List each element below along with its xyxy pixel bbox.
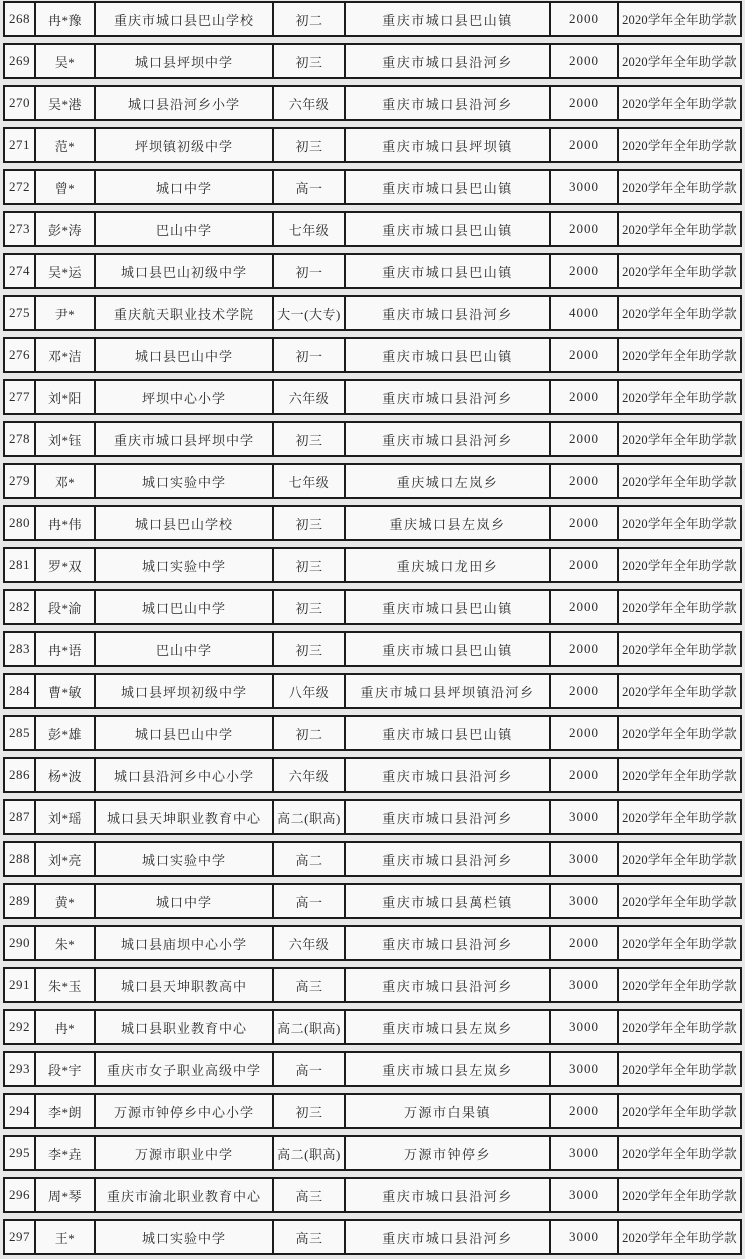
cell-location: 重庆市城口县沿河乡 [345,757,550,793]
cell-grade: 初二 [273,1,345,37]
cell-amount: 4000 [550,295,618,331]
table-row [3,1051,742,1087]
cell-row-number: 268 [3,1,35,37]
cell-aid-note: 2020学年全年助学款 [618,295,742,331]
cell-school: 城口县巴山初级中学 [95,253,273,289]
cell-aid-note: 2020学年全年助学款 [618,85,742,121]
cell-student-name: 朱* [35,925,95,961]
cell-aid-note: 2020学年全年助学款 [618,337,742,373]
cell-school: 重庆市渝北职业教育中心 [95,1177,273,1213]
cell-location: 万源市钟停乡 [345,1135,550,1171]
cell-grade: 高二(职高) [273,1135,345,1171]
cell-grade: 六年级 [273,757,345,793]
cell-amount: 3000 [550,841,618,877]
cell-student-name: 刘*瑶 [35,799,95,835]
cell-amount: 2000 [550,1093,618,1129]
table-row [3,757,742,793]
table-row [3,43,742,79]
cell-grade: 八年级 [273,673,345,709]
table-row [3,463,742,499]
cell-grade: 七年级 [273,463,345,499]
cell-grade: 初三 [273,631,345,667]
cell-amount: 2000 [550,547,618,583]
table-row [3,1135,742,1171]
cell-amount: 2000 [550,715,618,751]
cell-school: 城口县职业教育中心 [95,1009,273,1045]
table-row [3,337,742,373]
cell-student-name: 刘*钰 [35,421,95,457]
cell-row-number: 273 [3,211,35,247]
cell-school: 城口实验中学 [95,547,273,583]
table-row [3,1177,742,1213]
cell-aid-note: 2020学年全年助学款 [618,1135,742,1171]
cell-student-name: 王* [35,1219,95,1255]
cell-location: 重庆市城口县萬栏镇 [345,883,550,919]
cell-student-name: 李*垚 [35,1135,95,1171]
cell-amount: 3000 [550,967,618,1003]
cell-school: 坪坝中心小学 [95,379,273,415]
cell-school: 城口中学 [95,169,273,205]
cell-student-name: 吴* [35,43,95,79]
cell-student-name: 冉*伟 [35,505,95,541]
cell-location: 重庆市城口县沿河乡 [345,421,550,457]
table-row [3,1,742,37]
cell-amount: 3000 [550,1135,618,1171]
cell-amount: 3000 [550,1219,618,1255]
cell-location: 重庆市城口县左岚乡 [345,1051,550,1087]
cell-location: 重庆城口龙田乡 [345,547,550,583]
cell-amount: 2000 [550,127,618,163]
cell-school: 重庆市城口县坪坝中学 [95,421,273,457]
cell-school: 城口县坪坝初级中学 [95,673,273,709]
cell-grade: 初一 [273,337,345,373]
cell-amount: 2000 [550,421,618,457]
cell-grade: 初三 [273,547,345,583]
cell-aid-note: 2020学年全年助学款 [618,967,742,1003]
cell-amount: 3000 [550,883,618,919]
cell-row-number: 295 [3,1135,35,1171]
cell-student-name: 吴*港 [35,85,95,121]
cell-grade: 初二 [273,715,345,751]
cell-row-number: 283 [3,631,35,667]
table-row [3,841,742,877]
cell-school: 万源市职业中学 [95,1135,273,1171]
cell-location: 重庆市城口县巴山镇 [345,169,550,205]
cell-location: 重庆市城口县巴山镇 [345,253,550,289]
cell-aid-note: 2020学年全年助学款 [618,757,742,793]
cell-grade: 高一 [273,883,345,919]
cell-grade: 初三 [273,589,345,625]
cell-school: 城口中学 [95,883,273,919]
cell-student-name: 刘*亮 [35,841,95,877]
cell-location: 重庆市城口县巴山镇 [345,631,550,667]
cell-student-name: 李*朗 [35,1093,95,1129]
table-row [3,421,742,457]
cell-amount: 2000 [550,85,618,121]
table-row [3,211,742,247]
cell-student-name: 黄* [35,883,95,919]
cell-row-number: 289 [3,883,35,919]
cell-grade: 初三 [273,43,345,79]
cell-location: 重庆市城口县沿河乡 [345,1177,550,1213]
cell-school: 城口实验中学 [95,1219,273,1255]
cell-school: 城口县天坤职教高中 [95,967,273,1003]
cell-location: 重庆市城口县沿河乡 [345,925,550,961]
table-row [3,547,742,583]
cell-grade: 七年级 [273,211,345,247]
cell-school: 重庆航天职业技术学院 [95,295,273,331]
cell-location: 重庆城口县左岚乡 [345,505,550,541]
cell-location: 万源市白果镇 [345,1093,550,1129]
cell-student-name: 吴*运 [35,253,95,289]
cell-row-number: 294 [3,1093,35,1129]
cell-row-number: 288 [3,841,35,877]
cell-row-number: 284 [3,673,35,709]
cell-student-name: 刘*阳 [35,379,95,415]
table-row [3,925,742,961]
cell-amount: 3000 [550,1051,618,1087]
cell-aid-note: 2020学年全年助学款 [618,673,742,709]
cell-aid-note: 2020学年全年助学款 [618,1009,742,1045]
cell-row-number: 287 [3,799,35,835]
cell-school: 城口县巴山学校 [95,505,273,541]
table-row [3,379,742,415]
table-row [3,589,742,625]
cell-amount: 2000 [550,925,618,961]
cell-row-number: 277 [3,379,35,415]
cell-amount: 3000 [550,1177,618,1213]
cell-aid-note: 2020学年全年助学款 [618,127,742,163]
cell-row-number: 290 [3,925,35,961]
cell-grade: 高二(职高) [273,1009,345,1045]
cell-aid-note: 2020学年全年助学款 [618,43,742,79]
cell-school: 城口县沿河乡中心小学 [95,757,273,793]
cell-location: 重庆市城口县沿河乡 [345,43,550,79]
cell-row-number: 275 [3,295,35,331]
cell-location: 重庆市城口县沿河乡 [345,1219,550,1255]
cell-school: 坪坝镇初级中学 [95,127,273,163]
cell-row-number: 291 [3,967,35,1003]
cell-row-number: 276 [3,337,35,373]
cell-grade: 高一 [273,1051,345,1087]
cell-amount: 2000 [550,379,618,415]
cell-amount: 2000 [550,757,618,793]
cell-student-name: 冉*语 [35,631,95,667]
cell-aid-note: 2020学年全年助学款 [618,505,742,541]
cell-amount: 2000 [550,589,618,625]
cell-aid-note: 2020学年全年助学款 [618,421,742,457]
cell-location: 重庆市城口县巴山镇 [345,589,550,625]
cell-aid-note: 2020学年全年助学款 [618,589,742,625]
cell-aid-note: 2020学年全年助学款 [618,715,742,751]
cell-location: 重庆市城口县巴山镇 [345,211,550,247]
cell-grade: 高三 [273,1177,345,1213]
cell-amount: 2000 [550,253,618,289]
cell-grade: 高一 [273,169,345,205]
table-row [3,715,742,751]
cell-row-number: 272 [3,169,35,205]
cell-amount: 2000 [550,1,618,37]
cell-student-name: 罗*双 [35,547,95,583]
cell-aid-note: 2020学年全年助学款 [618,547,742,583]
cell-location: 重庆市城口县沿河乡 [345,85,550,121]
cell-row-number: 274 [3,253,35,289]
cell-aid-note: 2020学年全年助学款 [618,379,742,415]
cell-location: 重庆市城口县沿河乡 [345,295,550,331]
cell-school: 城口巴山中学 [95,589,273,625]
cell-grade: 初一 [273,253,345,289]
cell-aid-note: 2020学年全年助学款 [618,253,742,289]
cell-location: 重庆市城口县沿河乡 [345,967,550,1003]
cell-aid-note: 2020学年全年助学款 [618,169,742,205]
cell-location: 重庆市城口县左岚乡 [345,1009,550,1045]
cell-aid-note: 2020学年全年助学款 [618,463,742,499]
table-row [3,505,742,541]
table-row [3,631,742,667]
cell-student-name: 周*琴 [35,1177,95,1213]
cell-student-name: 范* [35,127,95,163]
cell-grade: 初三 [273,127,345,163]
cell-aid-note: 2020学年全年助学款 [618,841,742,877]
table-row [3,1093,742,1129]
cell-grade: 高三 [273,967,345,1003]
cell-aid-note: 2020学年全年助学款 [618,799,742,835]
cell-aid-note: 2020学年全年助学款 [618,1093,742,1129]
cell-amount: 3000 [550,1009,618,1045]
cell-school: 巴山中学 [95,211,273,247]
cell-location: 重庆市城口县沿河乡 [345,379,550,415]
cell-grade: 六年级 [273,925,345,961]
cell-row-number: 282 [3,589,35,625]
cell-student-name: 邓*洁 [35,337,95,373]
cell-location: 重庆市城口县沿河乡 [345,841,550,877]
cell-grade: 初三 [273,421,345,457]
cell-location: 重庆市城口县坪坝镇沿河乡 [345,673,550,709]
cell-location: 重庆市城口县沿河乡 [345,799,550,835]
cell-student-name: 曹*敏 [35,673,95,709]
cell-amount: 2000 [550,673,618,709]
table-row [3,169,742,205]
cell-grade: 初三 [273,505,345,541]
cell-location: 重庆市城口县巴山镇 [345,715,550,751]
cell-location: 重庆市城口县巴山镇 [345,1,550,37]
cell-school: 重庆市女子职业高级中学 [95,1051,273,1087]
cell-student-name: 段*渝 [35,589,95,625]
table-row [3,1009,742,1045]
cell-school: 城口县庙坝中心小学 [95,925,273,961]
cell-location: 重庆市城口县巴山镇 [345,337,550,373]
cell-row-number: 293 [3,1051,35,1087]
cell-row-number: 269 [3,43,35,79]
cell-grade: 高二 [273,841,345,877]
cell-student-name: 冉*豫 [35,1,95,37]
table-row [3,1219,742,1255]
cell-row-number: 281 [3,547,35,583]
cell-aid-note: 2020学年全年助学款 [618,1,742,37]
cell-school: 巴山中学 [95,631,273,667]
cell-grade: 高三 [273,1219,345,1255]
cell-school: 重庆市城口县巴山学校 [95,1,273,37]
cell-student-name: 段*宇 [35,1051,95,1087]
cell-aid-note: 2020学年全年助学款 [618,1051,742,1087]
cell-location: 重庆城口左岚乡 [345,463,550,499]
cell-row-number: 292 [3,1009,35,1045]
cell-aid-note: 2020学年全年助学款 [618,925,742,961]
cell-row-number: 278 [3,421,35,457]
cell-row-number: 279 [3,463,35,499]
cell-amount: 3000 [550,169,618,205]
cell-aid-note: 2020学年全年助学款 [618,1177,742,1213]
cell-grade: 高二(职高) [273,799,345,835]
cell-amount: 3000 [550,799,618,835]
cell-aid-note: 2020学年全年助学款 [618,631,742,667]
cell-school: 城口县巴山中学 [95,337,273,373]
cell-row-number: 270 [3,85,35,121]
cell-grade: 六年级 [273,85,345,121]
table-row [3,127,742,163]
cell-row-number: 296 [3,1177,35,1213]
table-row [3,883,742,919]
table-row [3,253,742,289]
cell-student-name: 彭*雄 [35,715,95,751]
cell-school: 城口实验中学 [95,463,273,499]
cell-row-number: 286 [3,757,35,793]
cell-amount: 2000 [550,463,618,499]
cell-row-number: 280 [3,505,35,541]
cell-location: 重庆市城口县坪坝镇 [345,127,550,163]
cell-student-name: 曾* [35,169,95,205]
cell-school: 城口县坪坝中学 [95,43,273,79]
cell-school: 城口实验中学 [95,841,273,877]
cell-row-number: 285 [3,715,35,751]
cell-student-name: 朱*玉 [35,967,95,1003]
cell-student-name: 彭*涛 [35,211,95,247]
cell-amount: 2000 [550,505,618,541]
cell-aid-note: 2020学年全年助学款 [618,883,742,919]
cell-school: 万源市钟停乡中心小学 [95,1093,273,1129]
cell-grade: 大一(大专) [273,295,345,331]
cell-row-number: 297 [3,1219,35,1255]
cell-school: 城口县沿河乡小学 [95,85,273,121]
cell-student-name: 尹* [35,295,95,331]
cell-row-number: 271 [3,127,35,163]
cell-amount: 2000 [550,43,618,79]
cell-grade: 六年级 [273,379,345,415]
table-row [3,799,742,835]
cell-amount: 2000 [550,631,618,667]
table-row [3,85,742,121]
cell-aid-note: 2020学年全年助学款 [618,211,742,247]
cell-grade: 初三 [273,1093,345,1129]
cell-aid-note: 2020学年全年助学款 [618,1219,742,1255]
cell-school: 城口县巴山中学 [95,715,273,751]
table-row [3,295,742,331]
cell-school: 城口县天坤职业教育中心 [95,799,273,835]
cell-amount: 2000 [550,211,618,247]
table-row [3,673,742,709]
table-row [3,967,742,1003]
cell-student-name: 冉* [35,1009,95,1045]
cell-student-name: 杨*波 [35,757,95,793]
cell-amount: 2000 [550,337,618,373]
cell-student-name: 邓* [35,463,95,499]
